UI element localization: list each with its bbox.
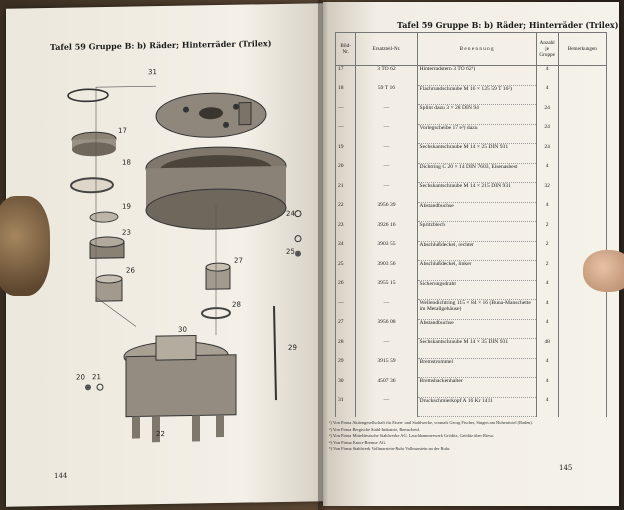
row-nr: 20 [336, 163, 356, 183]
row-description: Wellendichtring 115 × 84 × 16 (Buna-Manschette im Metallgehäuse) [417, 300, 536, 320]
row-description: Sicherungsdraht [417, 280, 536, 300]
row-quantity: 24 [536, 144, 558, 164]
column-header-remarks: Bemerkungen [558, 33, 606, 66]
row-remarks [558, 300, 606, 320]
row-quantity: 2 [536, 261, 558, 281]
parts-table-body [336, 66, 607, 417]
row-description: Flachrundschraube M 16 × 125 59 T 16²) [417, 85, 536, 105]
row-part-number: 3956 08 [356, 319, 417, 339]
seal-ring [71, 178, 113, 193]
row-description: Dichtring C 20 × 14 DIN 7603, Eisenasbest [417, 163, 536, 183]
left-page-header: Tafel 59 Gruppe B: b) Räder; Hinterräder (Trilex) [50, 38, 272, 53]
row-quantity: 32 [536, 183, 558, 203]
row-nr: — [336, 124, 356, 144]
row-nr: 28 [336, 339, 356, 359]
right-page [323, 2, 619, 506]
row-quantity: 4 [536, 66, 558, 86]
row-description: Druckschmierkopf A 16 Kr 1411 [417, 397, 536, 417]
row-nr: 27 [336, 319, 356, 339]
row-description: Sechskantschraube M 14 × 25 DIN 931 [417, 144, 536, 164]
row-description: Abschlußdeckel, linker [417, 261, 536, 281]
table-row [336, 222, 607, 242]
table-row [336, 339, 607, 359]
row-part-number: — [356, 144, 417, 164]
row-nr: 31 [336, 397, 356, 417]
row-nr: 24 [336, 241, 356, 261]
row-quantity: 2 [536, 241, 558, 261]
row-quantity: 4 [536, 300, 558, 320]
callout-label: 24 [286, 209, 295, 218]
table-row [336, 241, 607, 261]
row-part-number: — [356, 339, 417, 359]
row-remarks [558, 183, 606, 203]
callout-label: 29 [288, 343, 297, 352]
row-nr: 19 [336, 144, 356, 164]
row-quantity: 4 [536, 378, 558, 398]
parts-table [335, 32, 607, 417]
row-remarks [558, 397, 606, 417]
footnote: ¹) Von Firma Aktiengesellschaft für Eisen- und Stahlwerke, vormals Georg Fischer, Singen am Hohentwiel (Baden). [329, 420, 533, 425]
table-row [336, 280, 607, 300]
small-ring [90, 212, 118, 222]
row-nr: 22 [336, 202, 356, 222]
row-quantity: 4 [536, 319, 558, 339]
row-nr: 23 [336, 222, 356, 242]
row-description: Sechskantschraube M 14 × 215 DIN 931 [417, 183, 536, 203]
row-nr: 21 [336, 183, 356, 203]
row-description: Splint dazu 3 × 28 DIN 94 [417, 105, 536, 125]
row-remarks [558, 124, 606, 144]
row-nr: 26 [336, 280, 356, 300]
table-row [336, 124, 607, 144]
row-description: Abstandbuchse [417, 202, 536, 222]
row-nr: — [336, 300, 356, 320]
row-remarks [558, 319, 606, 339]
row-description: Spritzblech [417, 222, 536, 242]
footnote: ³) Von Firma Mitteldeutsche Stahlwerke AG. Lauchhammerwerk Gröditz, Gröditz über Riesa. [329, 433, 494, 438]
callout-label: 20 [76, 373, 85, 382]
footnote: ²) Von Firma Bergische Stahl-Industrie, Remscheid. [329, 426, 420, 432]
callout-label: 17 [118, 126, 127, 135]
row-remarks [558, 144, 606, 164]
row-part-number: — [356, 105, 417, 125]
table-row [336, 358, 607, 378]
callout-label: 19 [122, 202, 131, 211]
callout-label: 30 [178, 325, 187, 334]
bearing-top [90, 237, 124, 248]
row-description: Sechskantschraube M 14 × 35 DIN 931 [417, 339, 536, 359]
callout-label: 22 [156, 430, 165, 439]
callout-label: 23 [122, 228, 131, 237]
callout-label: 27 [233, 256, 243, 265]
row-remarks [558, 378, 606, 398]
washer [295, 211, 301, 217]
row-quantity: 4 [536, 202, 558, 222]
row-part-number: — [356, 300, 417, 320]
row-description: Abschlußdeckel, rechter [417, 241, 536, 261]
row-description: Bremstrommel [417, 358, 536, 378]
washer [295, 236, 301, 242]
exploded-parts-diagram [36, 53, 316, 458]
row-quantity: 4 [536, 280, 558, 300]
hub-stud [216, 415, 224, 437]
row-remarks [558, 105, 606, 125]
callout-label: 21 [92, 373, 101, 382]
hub-boss [239, 102, 251, 124]
table-row [336, 105, 607, 125]
row-nr: 25 [336, 261, 356, 281]
right-page-header: Tafel 59 Gruppe B: b) Räder; Hinterräder (Trilex) [397, 20, 619, 30]
row-quantity: 2 [536, 222, 558, 242]
footnote: ⁴) Von Firma Knorr-Bremse AG. [329, 439, 387, 445]
row-part-number: — [356, 163, 417, 183]
row-description: Abstandbuchse [417, 319, 536, 339]
callout-label: 28 [231, 300, 241, 309]
row-quantity: 4 [536, 397, 558, 417]
wheel-hub-body [126, 355, 236, 417]
footnotes [329, 420, 609, 453]
row-part-number: 3915 59 [356, 358, 417, 378]
row-nr: 18 [336, 85, 356, 105]
row-remarks [558, 339, 606, 359]
row-description: Hinterradstern 3 TO 62¹) [417, 66, 536, 86]
callout-label: 18 [122, 158, 131, 167]
row-nr: — [336, 105, 356, 125]
row-part-number: 3955 15 [356, 280, 417, 300]
callout-label: 26 [126, 266, 135, 275]
table-row [336, 202, 607, 222]
table-row [336, 319, 607, 339]
row-part-number: — [356, 124, 417, 144]
column-header-nr: Bild-Nr. [336, 33, 356, 66]
row-part-number: 3903 55 [356, 241, 417, 261]
callout-label: 31 [148, 68, 157, 77]
table-row [336, 261, 607, 281]
table-row [336, 397, 607, 417]
column-header-part-number: Ersatzteil-Nr. [356, 33, 417, 66]
row-remarks [558, 222, 606, 242]
washer [97, 384, 103, 390]
spacer-bushing-right-top [206, 263, 230, 271]
row-quantity: 24 [536, 124, 558, 144]
left-thumb [0, 196, 50, 296]
row-quantity: 4 [536, 358, 558, 378]
row-part-number: 3903 56 [356, 261, 417, 281]
right-thumb [583, 250, 624, 292]
column-header-quantity: Anzahl je Gruppe [536, 33, 558, 66]
row-part-number: 3 TO 62 [356, 66, 417, 86]
row-description: Bremsbackenhalter [417, 378, 536, 398]
row-remarks [558, 85, 606, 105]
row-remarks [558, 66, 606, 86]
hub-collar [156, 335, 196, 360]
footnote: ⁵) Von Firma Stahlwerk Vollmarstein-Ruhr Vollmarstein an der Ruhr. [329, 446, 451, 451]
book-spine-shadow [318, 0, 328, 510]
column-header-description: B e n e n n u n g [417, 33, 536, 66]
hub-stud [192, 415, 200, 441]
page-number: 144 [54, 471, 68, 480]
hub-stud [132, 416, 140, 438]
table-row [336, 378, 607, 398]
row-remarks [558, 163, 606, 183]
row-part-number: 59 T 16 [356, 85, 417, 105]
table-row [336, 144, 607, 164]
row-quantity: 24 [536, 105, 558, 125]
row-nr: 30 [336, 378, 356, 398]
row-quantity: 4 [536, 85, 558, 105]
row-quantity: 4 [536, 163, 558, 183]
table-row [336, 66, 607, 86]
spacer-bushing-left-top [96, 275, 122, 283]
table-row [336, 163, 607, 183]
table-row [336, 183, 607, 203]
screw [85, 384, 91, 390]
left-page [6, 3, 324, 507]
o-ring [68, 89, 108, 102]
row-part-number: — [356, 183, 417, 203]
long-bolt [274, 306, 276, 400]
row-part-number: 3956 39 [356, 202, 417, 222]
callout-label: 25 [286, 247, 295, 256]
row-part-number: 4507 36 [356, 378, 417, 398]
row-quantity: 48 [536, 339, 558, 359]
row-remarks [558, 202, 606, 222]
nut [295, 251, 301, 257]
row-description: Vorlegscheibe 17 e³) dazu [417, 124, 536, 144]
table-row [336, 85, 607, 105]
table-row [336, 300, 607, 320]
page-number: 145 [559, 464, 573, 472]
parts-table-header-row [336, 33, 607, 66]
row-nr: 17 [336, 66, 356, 86]
row-remarks [558, 358, 606, 378]
row-part-number: 3926 16 [356, 222, 417, 242]
row-part-number: — [356, 397, 417, 417]
row-nr: 29 [336, 358, 356, 378]
